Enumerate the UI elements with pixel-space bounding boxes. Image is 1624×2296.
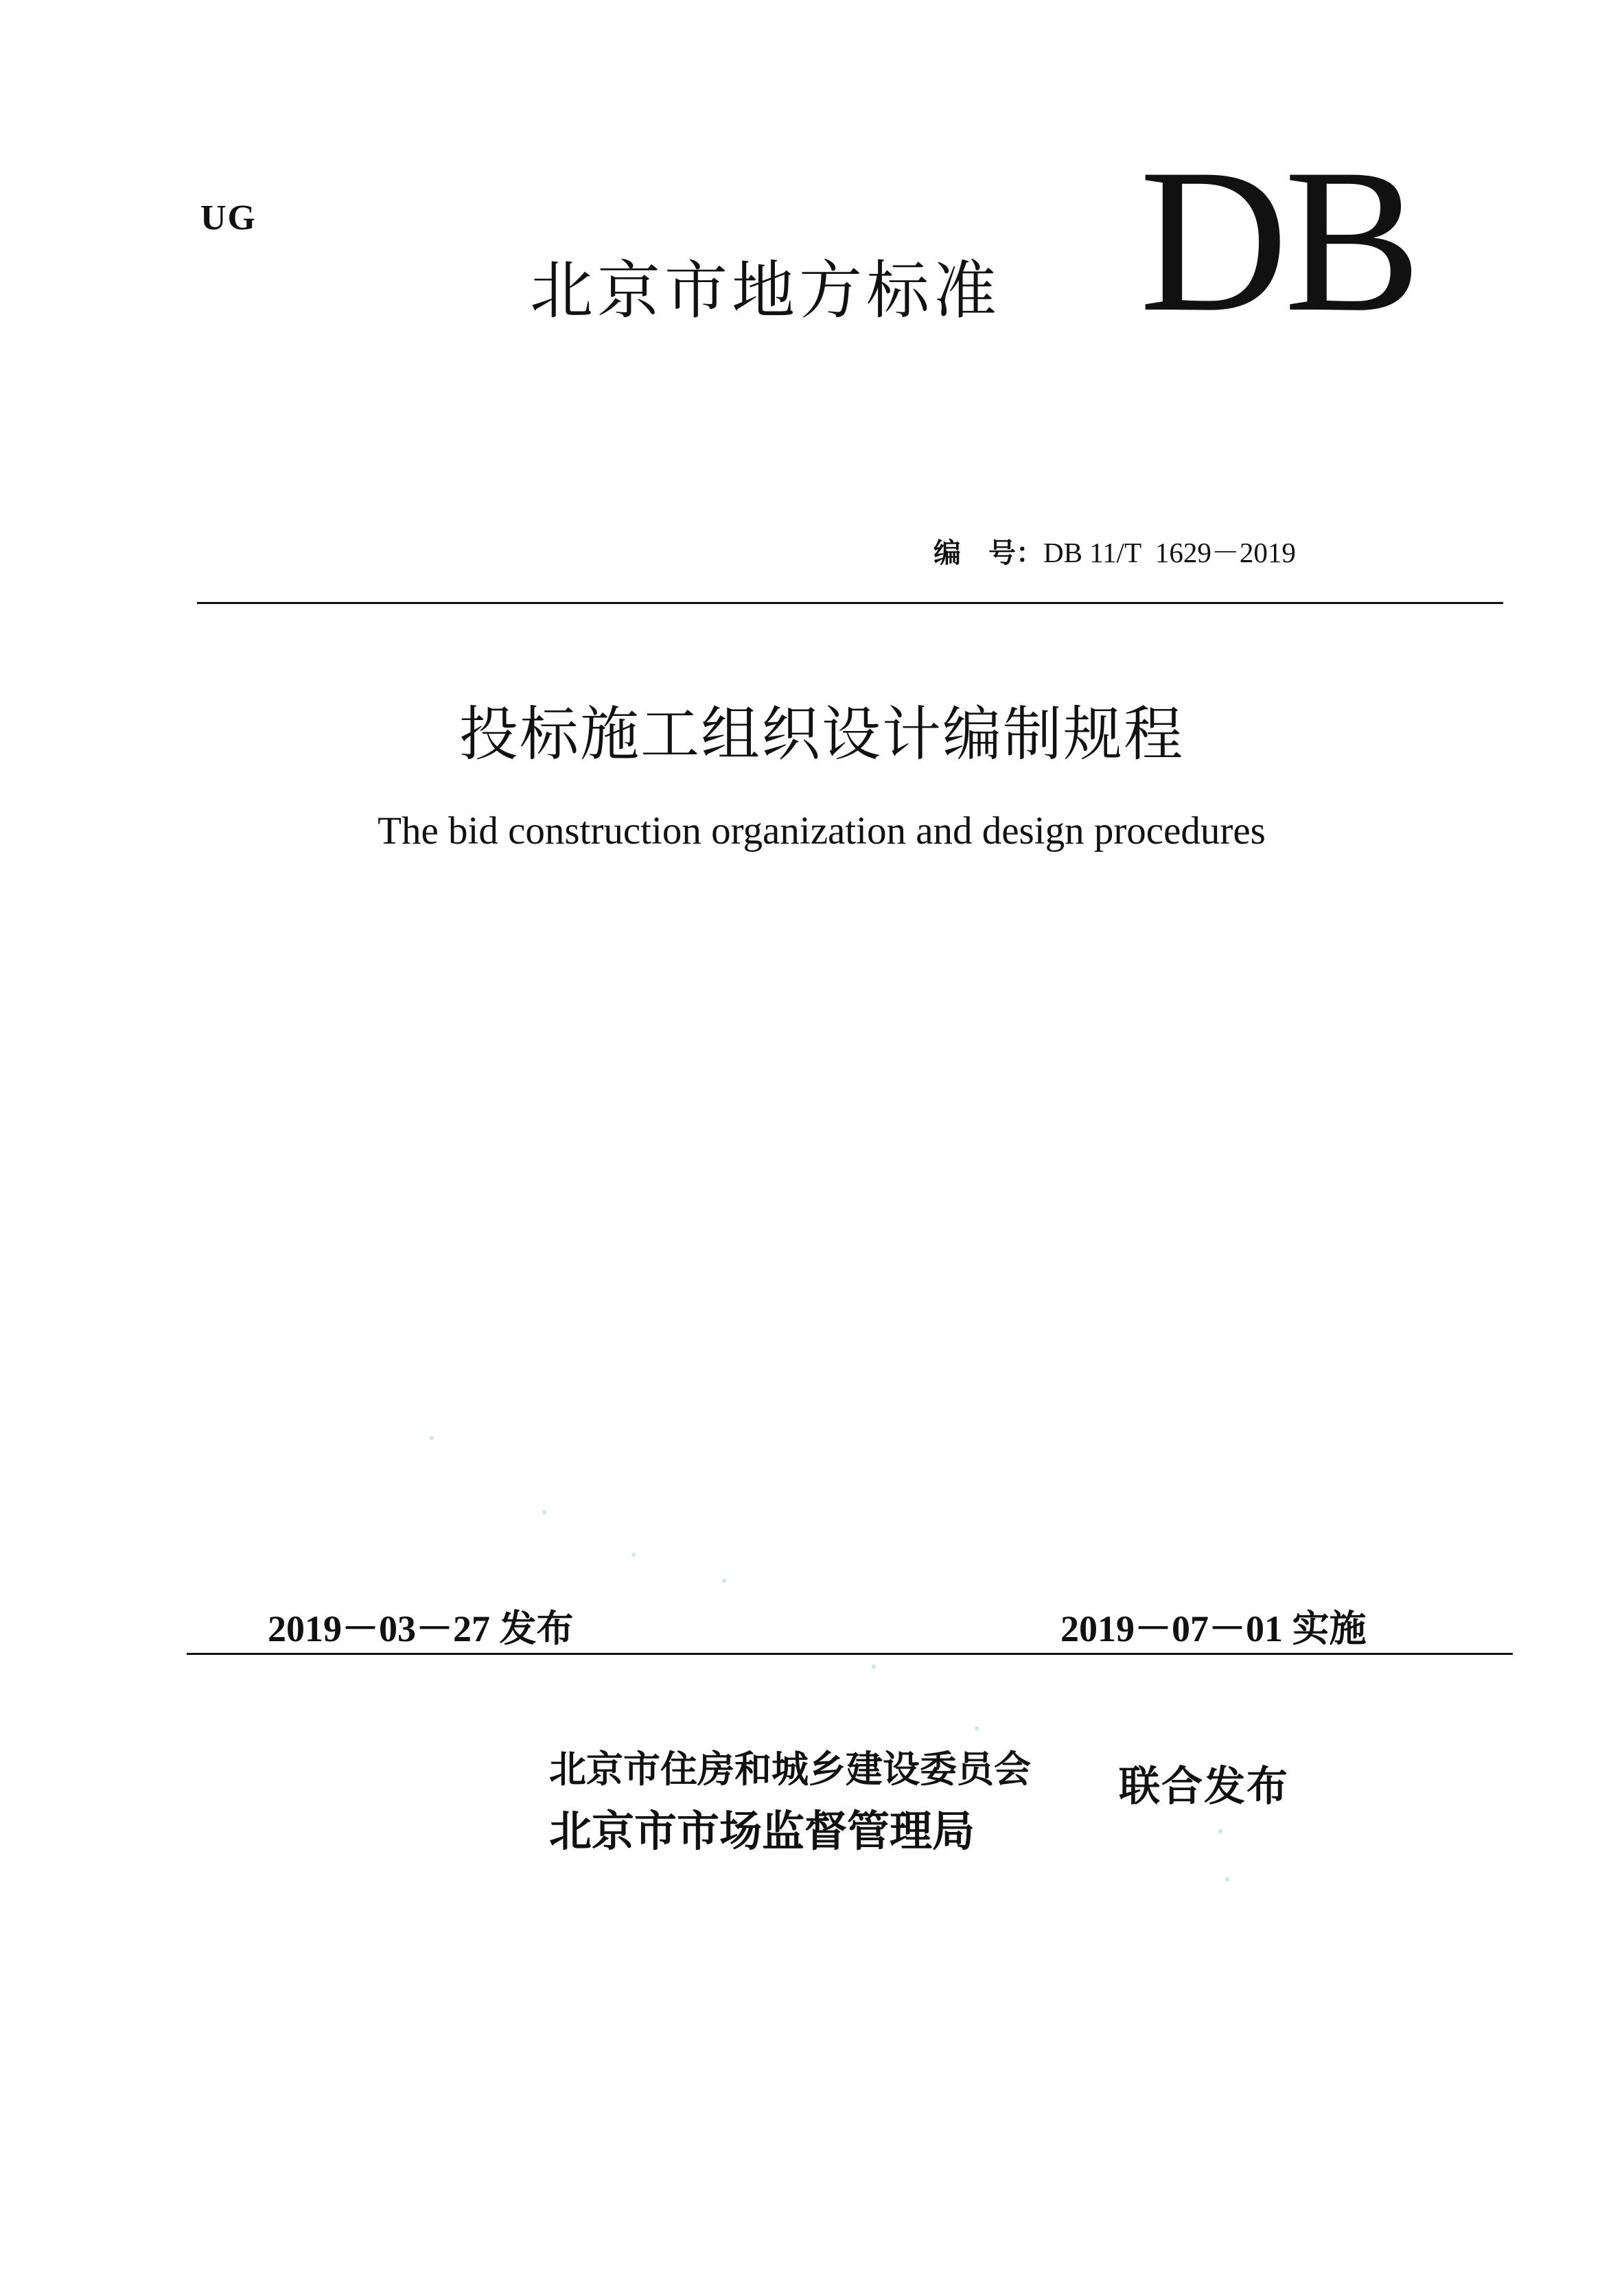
standard-mark: DB: [1139, 126, 1417, 354]
scan-speck: [872, 1665, 876, 1669]
standard-number-label: 编 号：: [933, 537, 1043, 569]
bottom-divider: [187, 1653, 1513, 1655]
standard-number-value: DB 11/T 1629－2019: [1043, 537, 1296, 568]
document-title-english: The bid construction organization and design procedures: [378, 809, 1266, 853]
classification-code: UG: [200, 198, 257, 237]
implementation-date: 2019－07－01 实施: [1060, 1608, 1367, 1649]
standard-number: [933, 530, 1296, 570]
scan-speck: [975, 1726, 979, 1730]
issue-date: 2019－03－27 发布: [268, 1608, 574, 1649]
publisher-market-bureau: 北京市市场监督管理局: [549, 1806, 975, 1856]
publisher-housing-commission: 北京市住房和城乡建设委员会: [549, 1748, 1031, 1791]
standard-type: 北京市地方标准: [530, 254, 1001, 327]
scan-speck: [1225, 1877, 1229, 1881]
scan-speck: [1218, 1829, 1222, 1833]
scan-speck: [722, 1579, 726, 1583]
top-divider: [197, 602, 1503, 604]
scan-speck: [542, 1510, 546, 1514]
scan-speck: [631, 1553, 636, 1557]
joint-release-label: 联合发布: [1119, 1763, 1289, 1811]
scan-speck: [430, 1436, 434, 1440]
document-title: 投标施工组织设计编制规程: [459, 700, 1184, 769]
